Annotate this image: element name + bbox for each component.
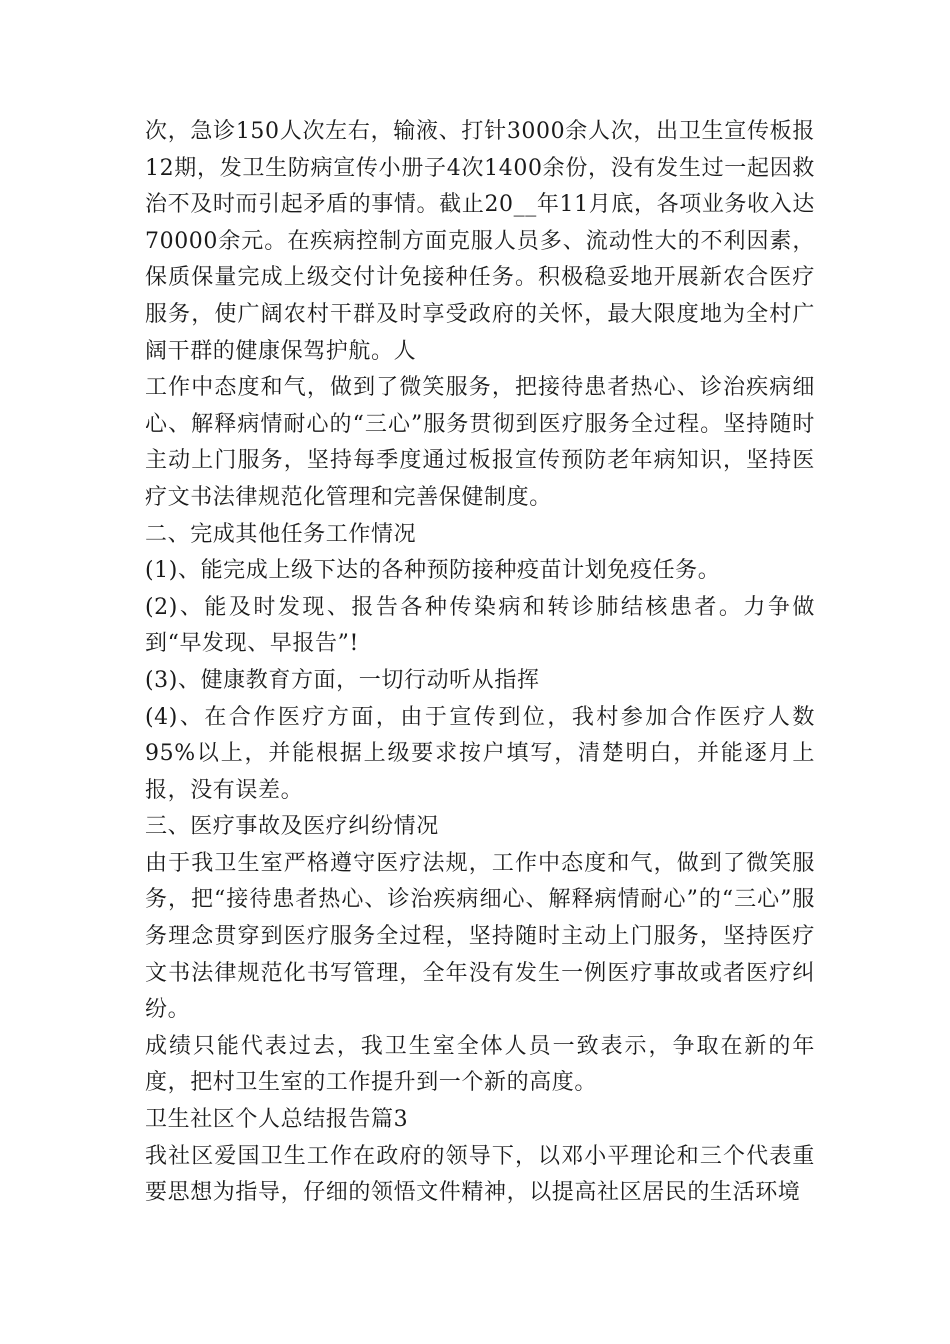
list-item-1: (1)、能完成上级下达的各种预防接种疫苗计划免疫任务。 — [145, 558, 721, 584]
paragraph-service-attitude: 工作中态度和气，做到了微笑服务，把接待患者热心、诊治疾病细心、解释病情耐心的“三心”服务贯彻到医疗服务全过程。坚持随时主动上门服务，坚持每季度通过板报宣传预防老年病知识，坚持医疗文书法律规范化管理和完善保健制度。 — [145, 375, 815, 510]
list-item-4: (4)、在合作医疗方面，由于宣传到位，我村参加合作医疗人数95%以上，并能根据上级要求按户填写，清楚明白，并能逐月上报，没有误差。 — [145, 704, 815, 803]
paragraph-medical-incidents: 由于我卫生室严格遵守医疗法规，工作中态度和气，做到了微笑服务，把“接待患者热心、诊治疾病细心、解释病情耐心”的“三心”服务理念贯穿到医疗服务全过程，坚持随时主动上门服务，坚持医疗文书法律规范化书写管理，全年没有发生一例医疗事故或者医疗纠纷。 — [145, 850, 815, 1023]
paragraph-work-summary: 次，急诊150人次左右，输液、打针3000余人次，出卫生宣传板报12期，发卫生防病宣传小册子4次1400余份，没有发生过一起因救治不及时而引起矛盾的事情。截止20__年11月底，各项业务收入达70000余元。在疾病控制方面克服人员多、流动性大的不利因素，保质保量完成上级交付计免接种任务。积极稳妥地开展新农合医疗服务，使广阔农村干群及时享受政府的关怀，最大限度地为全村广阔干群的健康保驾护航。人 — [145, 119, 815, 364]
document-body — [145, 114, 815, 1212]
paragraph-report-intro: 我社区爱国卫生工作在政府的领导下，以邓小平理论和三个代表重要思想为指导，仔细的领悟文件精神，以提高社区居民的生活环境 — [145, 1143, 815, 1206]
paragraph-conclusion: 成绩只能代表过去，我卫生室全体人员一致表示，争取在新的年度，把村卫生室的工作提升到一个新的高度。 — [145, 1033, 815, 1096]
report-title: 卫生社区个人总结报告篇3 — [145, 1107, 409, 1133]
section-heading-other-tasks: 二、完成其他任务工作情况 — [145, 521, 417, 547]
list-item-3: (3)、健康教育方面，一切行动听从指挥 — [145, 667, 540, 693]
section-heading-medical-incidents: 三、医疗事故及医疗纠纷情况 — [145, 814, 439, 840]
list-item-2: (2)、能及时发现、报告各种传染病和转诊肺结核患者。力争做到“早发现、早报告”! — [145, 594, 815, 657]
